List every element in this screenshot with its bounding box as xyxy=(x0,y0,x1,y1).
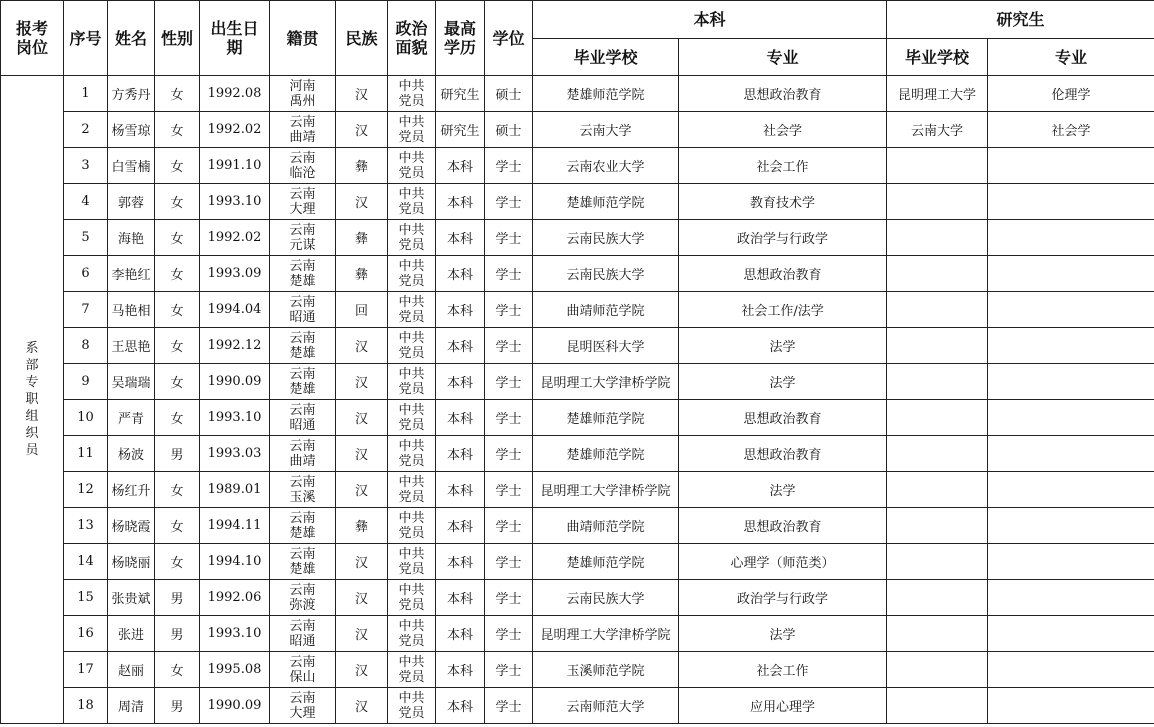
cell-g-major xyxy=(988,400,1154,436)
cell-gender: 女 xyxy=(155,148,200,184)
cell-g-school xyxy=(887,292,988,328)
cell-political: 中共 党员 xyxy=(388,112,436,148)
cell-g-major xyxy=(988,436,1154,472)
cell-gender: 女 xyxy=(155,220,200,256)
cell-origin: 云南 元谋 xyxy=(270,220,336,256)
cell-g-major xyxy=(988,184,1154,220)
cell-g-major xyxy=(988,472,1154,508)
cell-political: 中共 党员 xyxy=(388,436,436,472)
cell-degree: 学士 xyxy=(485,364,533,400)
cell-origin: 云南 保山 xyxy=(270,652,336,688)
cell-origin: 云南 大理 xyxy=(270,184,336,220)
cell-edu: 本科 xyxy=(436,400,485,436)
cell-ug-major: 社会学 xyxy=(679,112,887,148)
cell-g-school xyxy=(887,220,988,256)
cell-g-school xyxy=(887,328,988,364)
cell-g-major xyxy=(988,220,1154,256)
cell-no: 5 xyxy=(64,220,108,256)
cell-ug-major: 思想政治教育 xyxy=(679,436,887,472)
cell-no: 17 xyxy=(64,652,108,688)
cell-g-school xyxy=(887,508,988,544)
cell-birth: 1992.02 xyxy=(200,220,270,256)
table-row xyxy=(1,508,1154,544)
cell-origin: 云南 楚雄 xyxy=(270,256,336,292)
cell-origin: 云南 弥渡 xyxy=(270,580,336,616)
cell-g-school xyxy=(887,688,988,724)
cell-g-major xyxy=(988,292,1154,328)
table-row xyxy=(1,184,1154,220)
cell-degree: 学士 xyxy=(485,580,533,616)
post-name: 系部专职组织员 xyxy=(25,341,39,458)
cell-political: 中共 党员 xyxy=(388,580,436,616)
cell-ethnic: 汉 xyxy=(336,652,388,688)
cell-ug-school: 云南大学 xyxy=(533,112,679,148)
cell-edu: 本科 xyxy=(436,472,485,508)
cell-ug-major: 社会工作 xyxy=(679,652,887,688)
cell-g-school xyxy=(887,472,988,508)
cell-edu: 研究生 xyxy=(436,112,485,148)
cell-degree: 学士 xyxy=(485,616,533,652)
header-name: 姓名 xyxy=(108,1,155,76)
cell-birth: 1992.02 xyxy=(200,112,270,148)
cell-ug-major: 法学 xyxy=(679,472,887,508)
cell-gender: 女 xyxy=(155,76,200,112)
cell-g-school xyxy=(887,616,988,652)
cell-no: 12 xyxy=(64,472,108,508)
cell-gender: 女 xyxy=(155,364,200,400)
header-g-major: 专业 xyxy=(988,39,1154,76)
header-ug-major: 专业 xyxy=(679,39,887,76)
cell-g-major xyxy=(988,148,1154,184)
cell-name: 杨红升 xyxy=(108,472,155,508)
cell-gender: 男 xyxy=(155,688,200,724)
cell-degree: 学士 xyxy=(485,652,533,688)
cell-g-major xyxy=(988,364,1154,400)
cell-no: 1 xyxy=(64,76,108,112)
cell-origin: 云南 临沧 xyxy=(270,148,336,184)
cell-no: 2 xyxy=(64,112,108,148)
cell-ethnic: 汉 xyxy=(336,544,388,580)
cell-g-school xyxy=(887,256,988,292)
cell-origin: 云南 楚雄 xyxy=(270,364,336,400)
cell-political: 中共 党员 xyxy=(388,292,436,328)
cell-ug-major: 法学 xyxy=(679,364,887,400)
cell-birth: 1994.10 xyxy=(200,544,270,580)
cell-ethnic: 彝 xyxy=(336,220,388,256)
cell-political: 中共 党员 xyxy=(388,220,436,256)
cell-no: 6 xyxy=(64,256,108,292)
cell-political: 中共 党员 xyxy=(388,616,436,652)
cell-ug-school: 楚雄师范学院 xyxy=(533,400,679,436)
table-row xyxy=(1,328,1154,364)
cell-ethnic: 汉 xyxy=(336,472,388,508)
cell-ug-major: 应用心理学 xyxy=(679,688,887,724)
cell-ethnic: 汉 xyxy=(336,436,388,472)
cell-ug-school: 玉溪师范学院 xyxy=(533,652,679,688)
cell-gender: 女 xyxy=(155,292,200,328)
cell-ug-school: 曲靖师范学院 xyxy=(533,292,679,328)
cell-edu: 本科 xyxy=(436,616,485,652)
cell-degree: 学士 xyxy=(485,400,533,436)
cell-name: 杨晓霞 xyxy=(108,508,155,544)
cell-gender: 女 xyxy=(155,112,200,148)
cell-ug-school: 云南民族大学 xyxy=(533,220,679,256)
cell-degree: 学士 xyxy=(485,508,533,544)
table-row xyxy=(1,436,1154,472)
cell-birth: 1993.10 xyxy=(200,400,270,436)
cell-degree: 学士 xyxy=(485,256,533,292)
cell-g-major xyxy=(988,508,1154,544)
cell-degree: 学士 xyxy=(485,436,533,472)
cell-birth: 1993.10 xyxy=(200,616,270,652)
header-origin: 籍贯 xyxy=(270,1,336,76)
cell-degree: 硕士 xyxy=(485,112,533,148)
cell-edu: 本科 xyxy=(436,292,485,328)
cell-birth: 1990.09 xyxy=(200,364,270,400)
header-degree: 学位 xyxy=(485,1,533,76)
cell-political: 中共 党员 xyxy=(388,256,436,292)
cell-origin: 云南 昭通 xyxy=(270,616,336,652)
cell-degree: 学士 xyxy=(485,148,533,184)
cell-ug-school: 昆明理工大学津桥学院 xyxy=(533,616,679,652)
cell-birth: 1994.04 xyxy=(200,292,270,328)
cell-birth: 1994.11 xyxy=(200,508,270,544)
cell-gender: 男 xyxy=(155,436,200,472)
cell-g-major xyxy=(988,652,1154,688)
cell-g-school: 云南大学 xyxy=(887,112,988,148)
cell-g-school xyxy=(887,184,988,220)
cell-gender: 男 xyxy=(155,616,200,652)
table-row xyxy=(1,472,1154,508)
cell-political: 中共 党员 xyxy=(388,688,436,724)
cell-gender: 女 xyxy=(155,328,200,364)
cell-political: 中共 党员 xyxy=(388,76,436,112)
cell-degree: 学士 xyxy=(485,688,533,724)
cell-degree: 学士 xyxy=(485,184,533,220)
cell-edu: 本科 xyxy=(436,688,485,724)
cell-name: 方秀丹 xyxy=(108,76,155,112)
cell-ug-school: 昆明医科大学 xyxy=(533,328,679,364)
cell-origin: 云南 楚雄 xyxy=(270,328,336,364)
cell-ug-major: 政治学与行政学 xyxy=(679,220,887,256)
cell-ethnic: 汉 xyxy=(336,616,388,652)
cell-origin: 云南 玉溪 xyxy=(270,472,336,508)
cell-political: 中共 党员 xyxy=(388,508,436,544)
table-row xyxy=(1,112,1154,148)
header-edu: 最高 学历 xyxy=(436,1,485,76)
header-ug-school: 毕业学校 xyxy=(533,39,679,76)
header-graduate: 研究生 xyxy=(887,1,1154,39)
cell-edu: 本科 xyxy=(436,652,485,688)
cell-g-school xyxy=(887,436,988,472)
cell-no: 18 xyxy=(64,688,108,724)
table-row xyxy=(1,544,1154,580)
cell-political: 中共 党员 xyxy=(388,652,436,688)
cell-no: 10 xyxy=(64,400,108,436)
cell-gender: 女 xyxy=(155,400,200,436)
cell-name: 杨晓丽 xyxy=(108,544,155,580)
table-row xyxy=(1,148,1154,184)
cell-ug-major: 思想政治教育 xyxy=(679,76,887,112)
cell-no: 8 xyxy=(64,328,108,364)
cell-political: 中共 党员 xyxy=(388,328,436,364)
cell-ug-major: 社会工作 xyxy=(679,148,887,184)
cell-edu: 研究生 xyxy=(436,76,485,112)
table-body xyxy=(1,76,1154,724)
cell-birth: 1995.08 xyxy=(200,652,270,688)
cell-edu: 本科 xyxy=(436,544,485,580)
cell-gender: 女 xyxy=(155,508,200,544)
cell-ug-school: 昆明理工大学津桥学院 xyxy=(533,364,679,400)
cell-edu: 本科 xyxy=(436,436,485,472)
cell-name: 赵丽 xyxy=(108,652,155,688)
cell-g-major xyxy=(988,616,1154,652)
cell-ug-major: 思想政治教育 xyxy=(679,400,887,436)
cell-origin: 河南 禹州 xyxy=(270,76,336,112)
cell-no: 13 xyxy=(64,508,108,544)
cell-ug-school: 云南民族大学 xyxy=(533,256,679,292)
cell-ug-school: 楚雄师范学院 xyxy=(533,436,679,472)
header-birth: 出生日 期 xyxy=(200,1,270,76)
table-row xyxy=(1,292,1154,328)
cell-no: 16 xyxy=(64,616,108,652)
cell-origin: 云南 楚雄 xyxy=(270,544,336,580)
cell-ethnic: 汉 xyxy=(336,688,388,724)
table-row xyxy=(1,256,1154,292)
cell-no: 11 xyxy=(64,436,108,472)
cell-degree: 学士 xyxy=(485,220,533,256)
header-undergrad: 本科 xyxy=(533,1,887,39)
cell-political: 中共 党员 xyxy=(388,148,436,184)
cell-political: 中共 党员 xyxy=(388,544,436,580)
cell-birth: 1991.10 xyxy=(200,148,270,184)
cell-no: 9 xyxy=(64,364,108,400)
cell-ug-major: 社会工作/法学 xyxy=(679,292,887,328)
cell-ethnic: 汉 xyxy=(336,112,388,148)
cell-edu: 本科 xyxy=(436,364,485,400)
cell-edu: 本科 xyxy=(436,256,485,292)
cell-g-major xyxy=(988,580,1154,616)
cell-no: 4 xyxy=(64,184,108,220)
cell-ethnic: 彝 xyxy=(336,256,388,292)
cell-edu: 本科 xyxy=(436,580,485,616)
cell-ug-school: 曲靖师范学院 xyxy=(533,508,679,544)
cell-ug-major: 教育技术学 xyxy=(679,184,887,220)
header-political: 政治 面貌 xyxy=(388,1,436,76)
cell-ug-school: 昆明理工大学津桥学院 xyxy=(533,472,679,508)
cell-gender: 女 xyxy=(155,256,200,292)
cell-edu: 本科 xyxy=(436,220,485,256)
cell-ug-school: 楚雄师范学院 xyxy=(533,184,679,220)
cell-name: 张进 xyxy=(108,616,155,652)
cell-degree: 学士 xyxy=(485,472,533,508)
post-name-cell xyxy=(1,76,64,724)
cell-birth: 1990.09 xyxy=(200,688,270,724)
cell-ethnic: 彝 xyxy=(336,148,388,184)
cell-no: 15 xyxy=(64,580,108,616)
cell-g-school xyxy=(887,652,988,688)
cell-g-major xyxy=(988,328,1154,364)
cell-edu: 本科 xyxy=(436,328,485,364)
cell-origin: 云南 曲靖 xyxy=(270,436,336,472)
cell-name: 郭蓉 xyxy=(108,184,155,220)
cell-birth: 1992.06 xyxy=(200,580,270,616)
cell-birth: 1993.10 xyxy=(200,184,270,220)
table-row xyxy=(1,616,1154,652)
cell-edu: 本科 xyxy=(436,508,485,544)
header-g-school: 毕业学校 xyxy=(887,39,988,76)
table-row xyxy=(1,364,1154,400)
cell-ug-school: 云南农业大学 xyxy=(533,148,679,184)
cell-name: 杨雪琼 xyxy=(108,112,155,148)
cell-ethnic: 汉 xyxy=(336,580,388,616)
cell-degree: 学士 xyxy=(485,544,533,580)
cell-g-school xyxy=(887,148,988,184)
table-row xyxy=(1,688,1154,724)
cell-g-school xyxy=(887,544,988,580)
cell-gender: 女 xyxy=(155,544,200,580)
cell-birth: 1989.01 xyxy=(200,472,270,508)
cell-g-major: 伦理学 xyxy=(988,76,1154,112)
cell-origin: 云南 大理 xyxy=(270,688,336,724)
cell-g-major: 社会学 xyxy=(988,112,1154,148)
cell-origin: 云南 楚雄 xyxy=(270,508,336,544)
cell-name: 白雪楠 xyxy=(108,148,155,184)
cell-ug-major: 法学 xyxy=(679,328,887,364)
cell-degree: 学士 xyxy=(485,292,533,328)
cell-name: 马艳相 xyxy=(108,292,155,328)
cell-g-school: 昆明理工大学 xyxy=(887,76,988,112)
cell-ethnic: 彝 xyxy=(336,508,388,544)
cell-name: 李艳红 xyxy=(108,256,155,292)
cell-name: 王思艳 xyxy=(108,328,155,364)
cell-birth: 1993.03 xyxy=(200,436,270,472)
header-ethnic: 民族 xyxy=(336,1,388,76)
table-row xyxy=(1,580,1154,616)
cell-birth: 1992.12 xyxy=(200,328,270,364)
cell-ug-major: 心理学（师范类） xyxy=(679,544,887,580)
cell-gender: 女 xyxy=(155,652,200,688)
table-row xyxy=(1,220,1154,256)
cell-gender: 女 xyxy=(155,472,200,508)
cell-ug-major: 思想政治教育 xyxy=(679,508,887,544)
cell-ug-school: 云南民族大学 xyxy=(533,580,679,616)
table-row xyxy=(1,76,1154,112)
cell-no: 3 xyxy=(64,148,108,184)
cell-g-major xyxy=(988,256,1154,292)
cell-name: 张贵斌 xyxy=(108,580,155,616)
cell-g-school xyxy=(887,580,988,616)
cell-ug-school: 楚雄师范学院 xyxy=(533,544,679,580)
cell-g-school xyxy=(887,400,988,436)
table-row xyxy=(1,400,1154,436)
cell-ethnic: 汉 xyxy=(336,400,388,436)
cell-political: 中共 党员 xyxy=(388,184,436,220)
cell-degree: 硕士 xyxy=(485,76,533,112)
header-no: 序号 xyxy=(64,1,108,76)
cell-ug-school: 楚雄师范学院 xyxy=(533,76,679,112)
cell-name: 严青 xyxy=(108,400,155,436)
table-row xyxy=(1,652,1154,688)
cell-origin: 云南 昭通 xyxy=(270,292,336,328)
cell-g-school xyxy=(887,364,988,400)
cell-gender: 女 xyxy=(155,184,200,220)
cell-ug-major: 政治学与行政学 xyxy=(679,580,887,616)
cell-origin: 云南 昭通 xyxy=(270,400,336,436)
cell-birth: 1993.09 xyxy=(200,256,270,292)
cell-ug-school: 云南师范大学 xyxy=(533,688,679,724)
cell-origin: 云南 曲靖 xyxy=(270,112,336,148)
cell-name: 周清 xyxy=(108,688,155,724)
cell-ethnic: 汉 xyxy=(336,364,388,400)
cell-ug-major: 法学 xyxy=(679,616,887,652)
header-post: 报考 岗位 xyxy=(1,1,64,76)
cell-ethnic: 汉 xyxy=(336,184,388,220)
cell-degree: 学士 xyxy=(485,328,533,364)
cell-g-major xyxy=(988,688,1154,724)
header-gender: 性别 xyxy=(155,1,200,76)
cell-name: 吴瑞瑞 xyxy=(108,364,155,400)
cell-name: 杨波 xyxy=(108,436,155,472)
cell-edu: 本科 xyxy=(436,148,485,184)
cell-name: 海艳 xyxy=(108,220,155,256)
cell-political: 中共 党员 xyxy=(388,364,436,400)
cell-ethnic: 回 xyxy=(336,292,388,328)
cell-ethnic: 汉 xyxy=(336,328,388,364)
cell-no: 14 xyxy=(64,544,108,580)
cell-g-major xyxy=(988,544,1154,580)
cell-gender: 男 xyxy=(155,580,200,616)
cell-political: 中共 党员 xyxy=(388,472,436,508)
cell-edu: 本科 xyxy=(436,184,485,220)
cell-ug-major: 思想政治教育 xyxy=(679,256,887,292)
cell-birth: 1992.08 xyxy=(200,76,270,112)
cell-political: 中共 党员 xyxy=(388,400,436,436)
cell-ethnic: 汉 xyxy=(336,76,388,112)
cell-no: 7 xyxy=(64,292,108,328)
